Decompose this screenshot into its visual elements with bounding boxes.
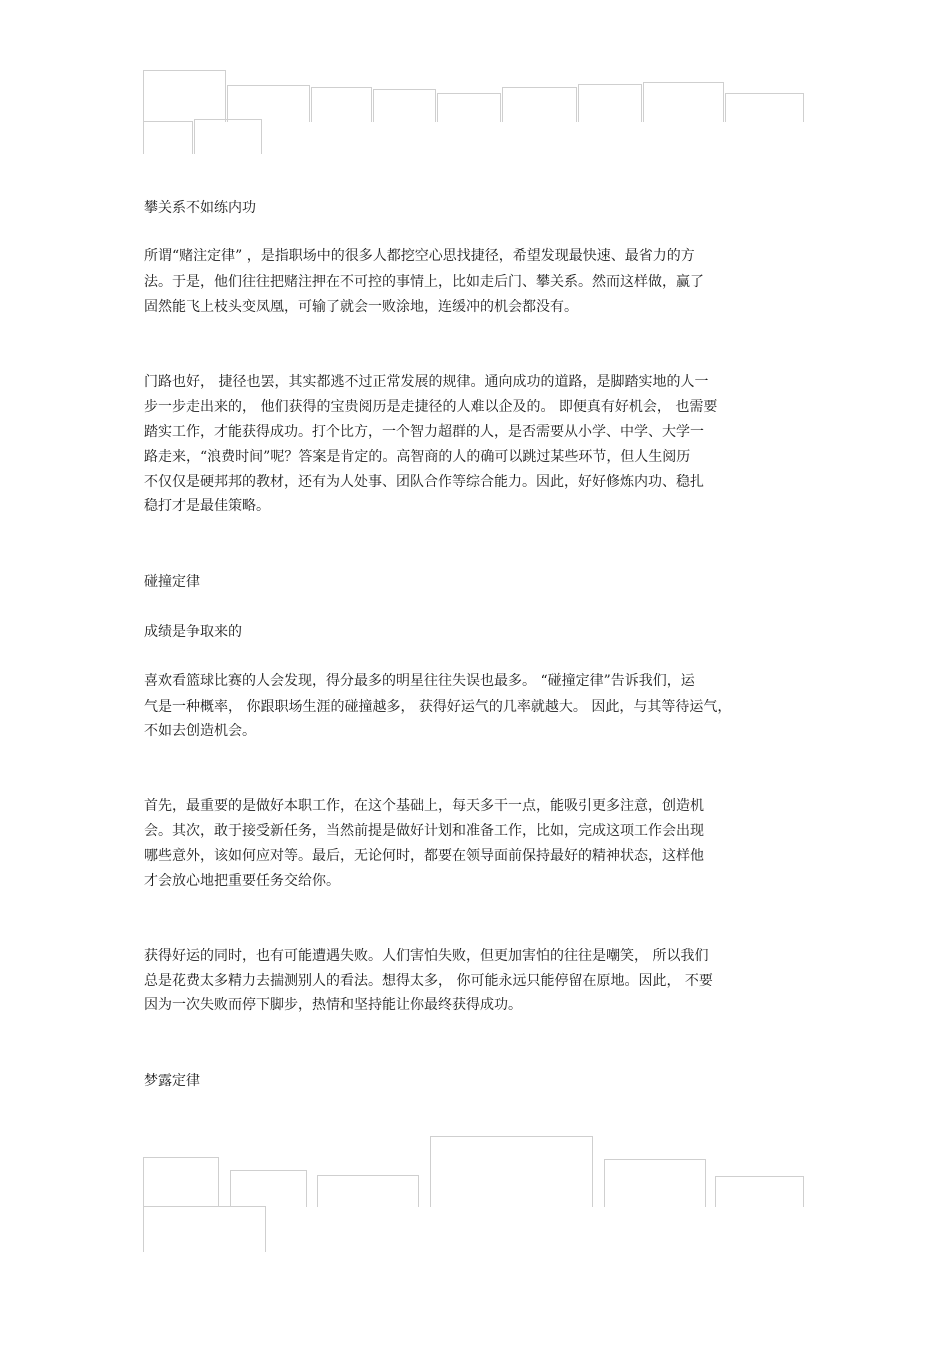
frame-box <box>715 1176 804 1207</box>
text-line: 哪些意外，该如何应对等。最后，无论何时，都要在领导面前保持最好的精神状态，这样他 <box>144 848 704 864</box>
frame-box <box>143 70 226 122</box>
frame-box <box>430 1136 593 1207</box>
text-line: 气是一种概率， 你跟职场生涯的碰撞越多， 获得好运气的几率就越大。 因此，与其等待运气， <box>144 699 732 715</box>
frame-box <box>143 1206 266 1252</box>
frame-box <box>437 93 501 122</box>
frame-box <box>725 93 804 122</box>
text-line: 不如去创造机会。 <box>144 723 256 739</box>
section-subheading: 成绩是争取来的 <box>144 624 242 640</box>
frame-box <box>194 119 262 154</box>
text-line: 因为一次失败而停下脚步，热情和坚持能让你最终获得成功。 <box>144 997 522 1013</box>
text-line: 步一步走出来的， 他们获得的宝贵阅历是走捷径的人难以企及的。 即便真有好机会， 也需要 <box>144 399 718 415</box>
frame-box <box>578 84 642 122</box>
frame-box <box>317 1175 419 1207</box>
text-line: 会。其次，敢于接受新任务，当然前提是做好计划和准备工作，比如，完成这项工作会出现 <box>144 823 704 839</box>
frame-box <box>502 87 577 122</box>
section-heading: 梦露定律 <box>144 1073 200 1089</box>
text-line: 路走来，“浪费时间”呢？答案是肯定的。高智商的人的确可以跳过某些环节，但人生阅历 <box>144 449 691 465</box>
text-line: 总是花费太多精力去揣测别人的看法。想得太多， 你可能永远只能停留在原地。因此， 不要 <box>144 973 713 989</box>
text-line: 喜欢看篮球比赛的人会发现，得分最多的明星往往失误也最多。 “碰撞定律”告诉我们，运 <box>144 673 695 689</box>
text-line: 不仅仅是硬邦邦的教材，还有为人处事、团队合作等综合能力。因此，好好修炼内功、稳扎 <box>144 474 704 490</box>
frame-box <box>227 85 310 122</box>
text-line: 首先，最重要的是做好本职工作，在这个基础上，每天多干一点，能吸引更多注意，创造机 <box>144 798 704 814</box>
frame-box <box>143 1157 219 1207</box>
frame-box <box>230 1170 307 1207</box>
text-line: 踏实工作，才能获得成功。打个比方，一个智力超群的人，是否需要从小学、中学、大学一 <box>144 424 704 440</box>
text-line: 稳打才是最佳策略。 <box>144 498 270 514</box>
text-line: 所谓“赌注定律” ，是指职场中的很多人都挖空心思找捷径，希望发现最快速、最省力的方 <box>144 248 695 264</box>
text-line: 法。于是，他们往往把赌注押在不可控的事情上，比如走后门、攀关系。然而这样做，赢了 <box>144 274 704 290</box>
frame-box <box>311 87 372 122</box>
text-line: 门路也好， 捷径也罢，其实都逃不过正常发展的规律。通向成功的道路，是脚踏实地的人一 <box>144 374 709 390</box>
text-line: 才会放心地把重要任务交给你。 <box>144 873 340 889</box>
frame-box <box>643 82 724 122</box>
text-line: 获得好运的同时，也有可能遭遇失败。人们害怕失败，但更加害怕的往往是嘲笑， 所以我们 <box>144 948 709 964</box>
frame-box <box>143 121 193 154</box>
frame-box <box>373 89 436 122</box>
section-heading: 碰撞定律 <box>144 574 200 590</box>
section-heading: 攀关系不如练内功 <box>144 200 256 216</box>
text-line: 固然能飞上枝头变凤凰，可输了就会一败涂地，连缓冲的机会都没有。 <box>144 299 578 315</box>
frame-box <box>604 1159 706 1207</box>
